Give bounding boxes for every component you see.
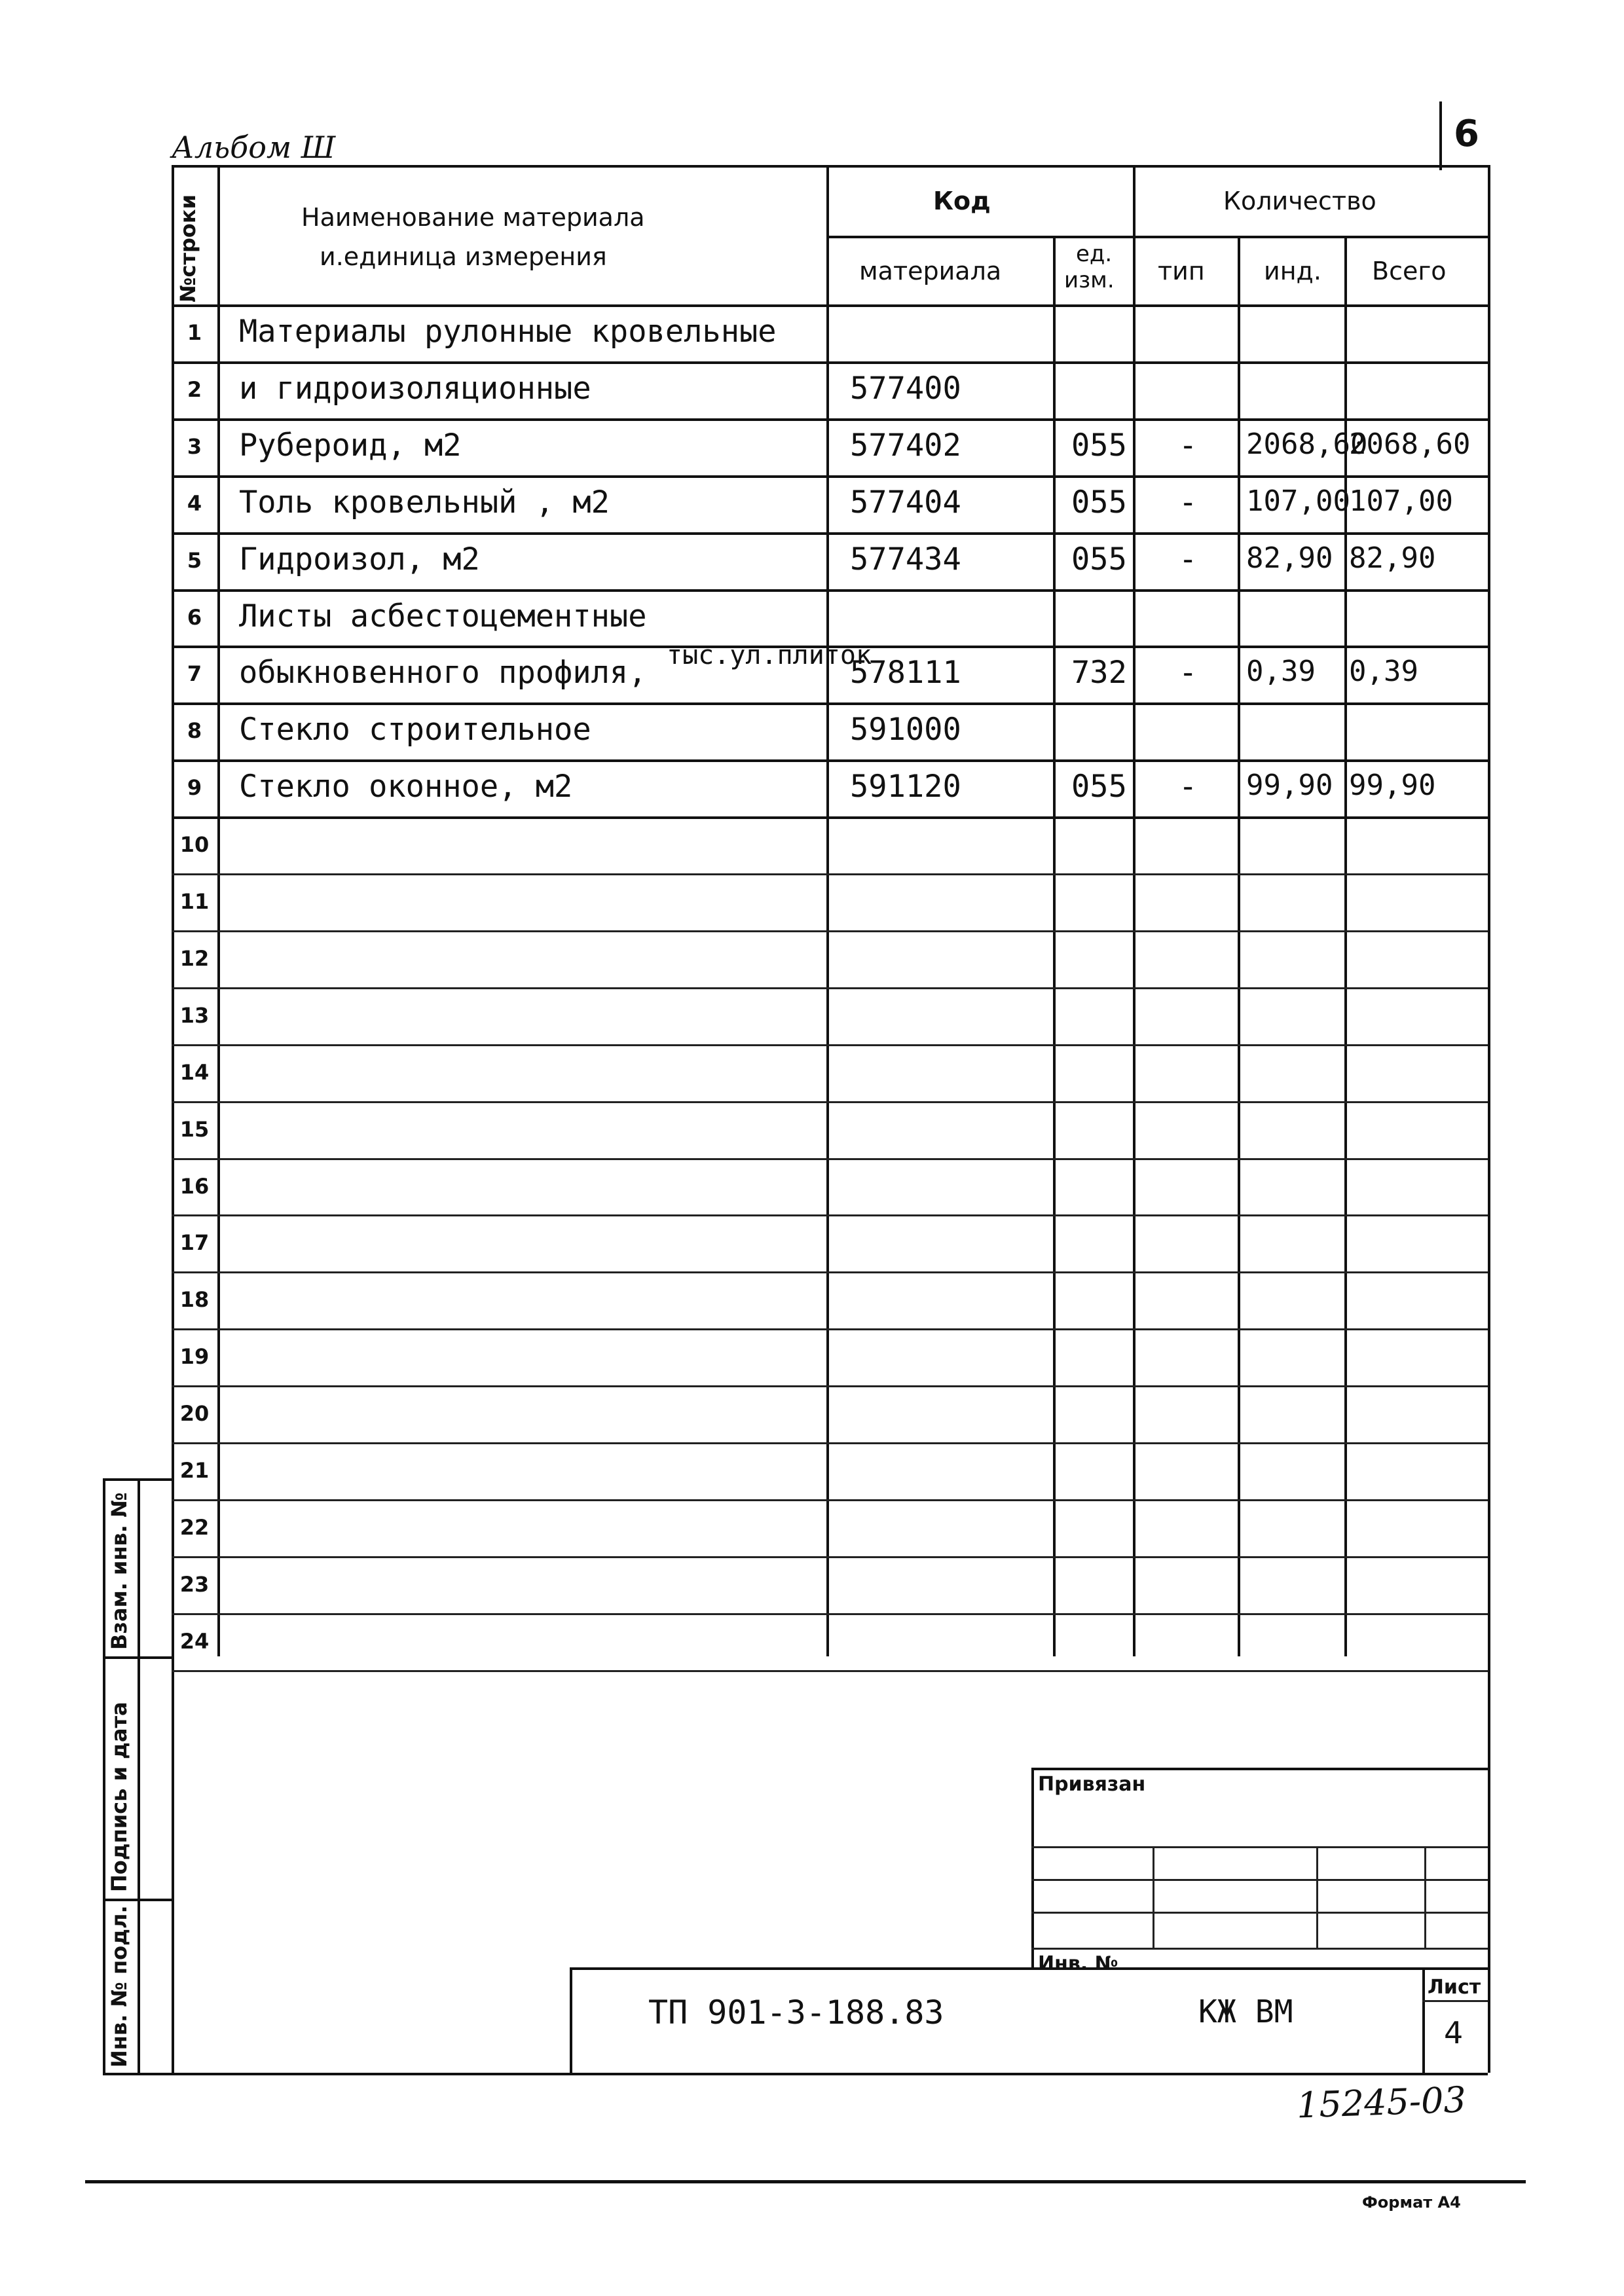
row-cell-unit: 055 (1071, 769, 1127, 805)
row-cell-ind: 82,90 (1246, 541, 1333, 575)
handwritten-number: 15245-03 (1295, 2079, 1467, 2126)
table-row-line (172, 930, 1488, 932)
table-row-line (172, 1442, 1488, 1444)
table-row-line (172, 1670, 1488, 1672)
header-code: Код (933, 187, 991, 215)
header-material: материала (859, 257, 1002, 285)
row-cell-name: Листы асбестоцементные (239, 598, 647, 634)
header-type: тип (1158, 257, 1205, 285)
header-quantity: Количество (1223, 187, 1376, 215)
table-top-border (172, 165, 1488, 168)
doc-code: ТП 901-3-188.83 (648, 1994, 944, 2032)
table-row-line (172, 1214, 1488, 1216)
row-cell-ind: 0,39 (1246, 655, 1316, 689)
row-cell-n: 4 (187, 490, 202, 516)
table-row-line (172, 1556, 1488, 1558)
row-cell-name: Материалы рулонные кровельные (239, 314, 777, 350)
header-unit-line2: изм. (1064, 267, 1115, 293)
row-cell-name_extra: тыс.ул.плиток (667, 640, 872, 671)
row-cell-type: - (1179, 655, 1198, 691)
row-cell-name: и гидроизоляционные (239, 370, 591, 407)
table-row-line (172, 987, 1488, 989)
row-cell-n: 14 (179, 1059, 210, 1085)
header-total: Всего (1372, 257, 1447, 285)
header-ind: инд. (1264, 257, 1321, 285)
table-row-line (172, 1385, 1488, 1387)
row-cell-n: 3 (187, 433, 202, 459)
table-row-line (172, 816, 1488, 819)
row-cell-n: 21 (179, 1458, 210, 1483)
row-cell-name: Стекло строительное (239, 712, 591, 748)
row-cell-code: 591120 (850, 769, 961, 805)
inv-no-label: Инв. № (1038, 1952, 1118, 1975)
row-cell-unit: 732 (1071, 655, 1127, 691)
col-unit-border (1133, 165, 1135, 1656)
header-mid-line (826, 236, 1488, 238)
row-cell-n: 13 (179, 1002, 210, 1028)
row-cell-code: 577402 (850, 427, 961, 464)
page-number: 6 (1454, 113, 1479, 155)
table-row-line (172, 1044, 1488, 1046)
table-row-line (172, 1158, 1488, 1160)
row-cell-code: 577404 (850, 484, 961, 520)
row-cell-ind: 107,00 (1246, 484, 1350, 518)
row-cell-n: 17 (179, 1230, 210, 1256)
privyazan-col1 (1153, 1846, 1154, 1948)
side-stamp-div2 (103, 1899, 172, 1901)
table-row-line (172, 1613, 1488, 1615)
row-cell-n: 6 (187, 604, 202, 630)
row-cell-total: 82,90 (1349, 541, 1436, 575)
table-right-border (1488, 165, 1490, 2073)
side-stamp-mid-border (138, 1478, 140, 2073)
row-cell-total: 99,90 (1349, 769, 1436, 803)
row-cell-total: 0,39 (1349, 655, 1418, 689)
sheet-label: Лист (1428, 1976, 1481, 1999)
row-cell-n: 15 (179, 1116, 210, 1142)
title-block-sheet-border (1422, 1967, 1425, 2073)
table-row-line (172, 873, 1488, 875)
row-cell-n: 1 (187, 320, 202, 345)
row-cell-n: 18 (179, 1287, 210, 1313)
table-row-line (172, 759, 1488, 762)
table-row-line (172, 532, 1488, 535)
row-cell-type: - (1179, 541, 1198, 577)
row-cell-n: 22 (179, 1514, 210, 1540)
row-cell-n: 5 (187, 547, 202, 573)
row-cell-code: 578111 (850, 655, 961, 691)
row-cell-name: Рубероид, м2 (239, 427, 462, 464)
row-cell-n: 7 (187, 661, 202, 687)
title-block-top (570, 1967, 1488, 1970)
header-row-no: №строки (175, 194, 200, 302)
page-number-divider (1439, 101, 1442, 170)
table-row-line (172, 589, 1488, 592)
sheet-value: 4 (1444, 2015, 1464, 2050)
side-stamp-left-border (103, 1478, 105, 2073)
title-block-left (570, 1967, 572, 2073)
side-stamp-podpis: Подпись и дата (107, 1702, 132, 1892)
row-cell-unit: 055 (1071, 541, 1127, 577)
row-cell-code: 577434 (850, 541, 961, 577)
row-cell-n: 24 (179, 1628, 210, 1654)
row-cell-unit: 055 (1071, 484, 1127, 520)
row-cell-type: - (1179, 427, 1198, 464)
header-name-line1: Наименование материала (301, 203, 645, 232)
col-rownum-border (217, 165, 220, 1656)
row-cell-name: обыкновенного профиля, (239, 655, 647, 691)
bottom-rule (85, 2180, 1526, 2183)
privyazan-top (1031, 1768, 1488, 1770)
row-cell-n: 16 (179, 1173, 210, 1199)
privyazan-left (1031, 1768, 1034, 1967)
row-cell-code: 577400 (850, 370, 961, 407)
privyazan-col3 (1424, 1846, 1426, 1948)
album-label: Альбом Ш (172, 130, 336, 165)
frame-bottom (103, 2073, 1488, 2075)
row-cell-unit: 055 (1071, 427, 1127, 464)
row-cell-n: 2 (187, 376, 202, 402)
side-stamp-vzam: Взам. инв. № (107, 1492, 132, 1650)
header-bottom-line (172, 304, 1488, 307)
table-row-line (172, 475, 1488, 478)
row-cell-n: 8 (187, 718, 202, 744)
row-cell-name: Толь кровельный , м2 (239, 484, 610, 520)
header-unit-line1: ед. (1076, 241, 1113, 267)
table-row-line (172, 702, 1488, 705)
row-cell-total: 107,00 (1349, 484, 1453, 518)
row-cell-n: 19 (179, 1344, 210, 1370)
side-stamp-inv-podl: Инв. № подл. (107, 1905, 132, 2068)
sheet-label-line (1422, 2000, 1488, 2002)
col-name-border (826, 165, 829, 1656)
row-cell-total: 2068,60 (1349, 427, 1471, 461)
table-row-line (172, 1499, 1488, 1501)
privyazan-line4 (1031, 1948, 1488, 1950)
row-cell-n: 10 (179, 832, 210, 858)
table-row-line (172, 361, 1488, 364)
privyazan-line3 (1031, 1912, 1488, 1914)
row-cell-n: 20 (179, 1401, 210, 1427)
header-name-line2: и.единица измерения (320, 242, 607, 271)
side-stamp-div1 (103, 1656, 172, 1659)
format-label: Формат А4 (1362, 2193, 1461, 2212)
row-cell-ind: 99,90 (1246, 769, 1333, 803)
privyazan-line1 (1031, 1846, 1488, 1848)
row-cell-n: 23 (179, 1571, 210, 1597)
side-stamp-top (103, 1478, 172, 1481)
table-row-line (172, 1271, 1488, 1273)
privyazan-col2 (1316, 1846, 1318, 1948)
privyazan-label: Привязан (1038, 1773, 1146, 1796)
row-cell-type: - (1179, 769, 1198, 805)
row-cell-code: 591000 (850, 712, 961, 748)
table-row-line (172, 418, 1488, 421)
row-cell-name: Стекло оконное, м2 (239, 769, 573, 805)
row-cell-type: - (1179, 484, 1198, 520)
table-row-line (172, 1328, 1488, 1330)
row-cell-n: 11 (179, 889, 210, 914)
row-cell-name: Гидроизол, м2 (239, 541, 480, 577)
row-cell-ind: 2068,60 (1246, 427, 1368, 461)
table-row-line (172, 1101, 1488, 1103)
privyazan-line2 (1031, 1879, 1488, 1881)
doc-mark: КЖ ВМ (1198, 1994, 1293, 2030)
row-cell-n: 12 (179, 945, 210, 971)
row-cell-n: 9 (187, 775, 202, 801)
